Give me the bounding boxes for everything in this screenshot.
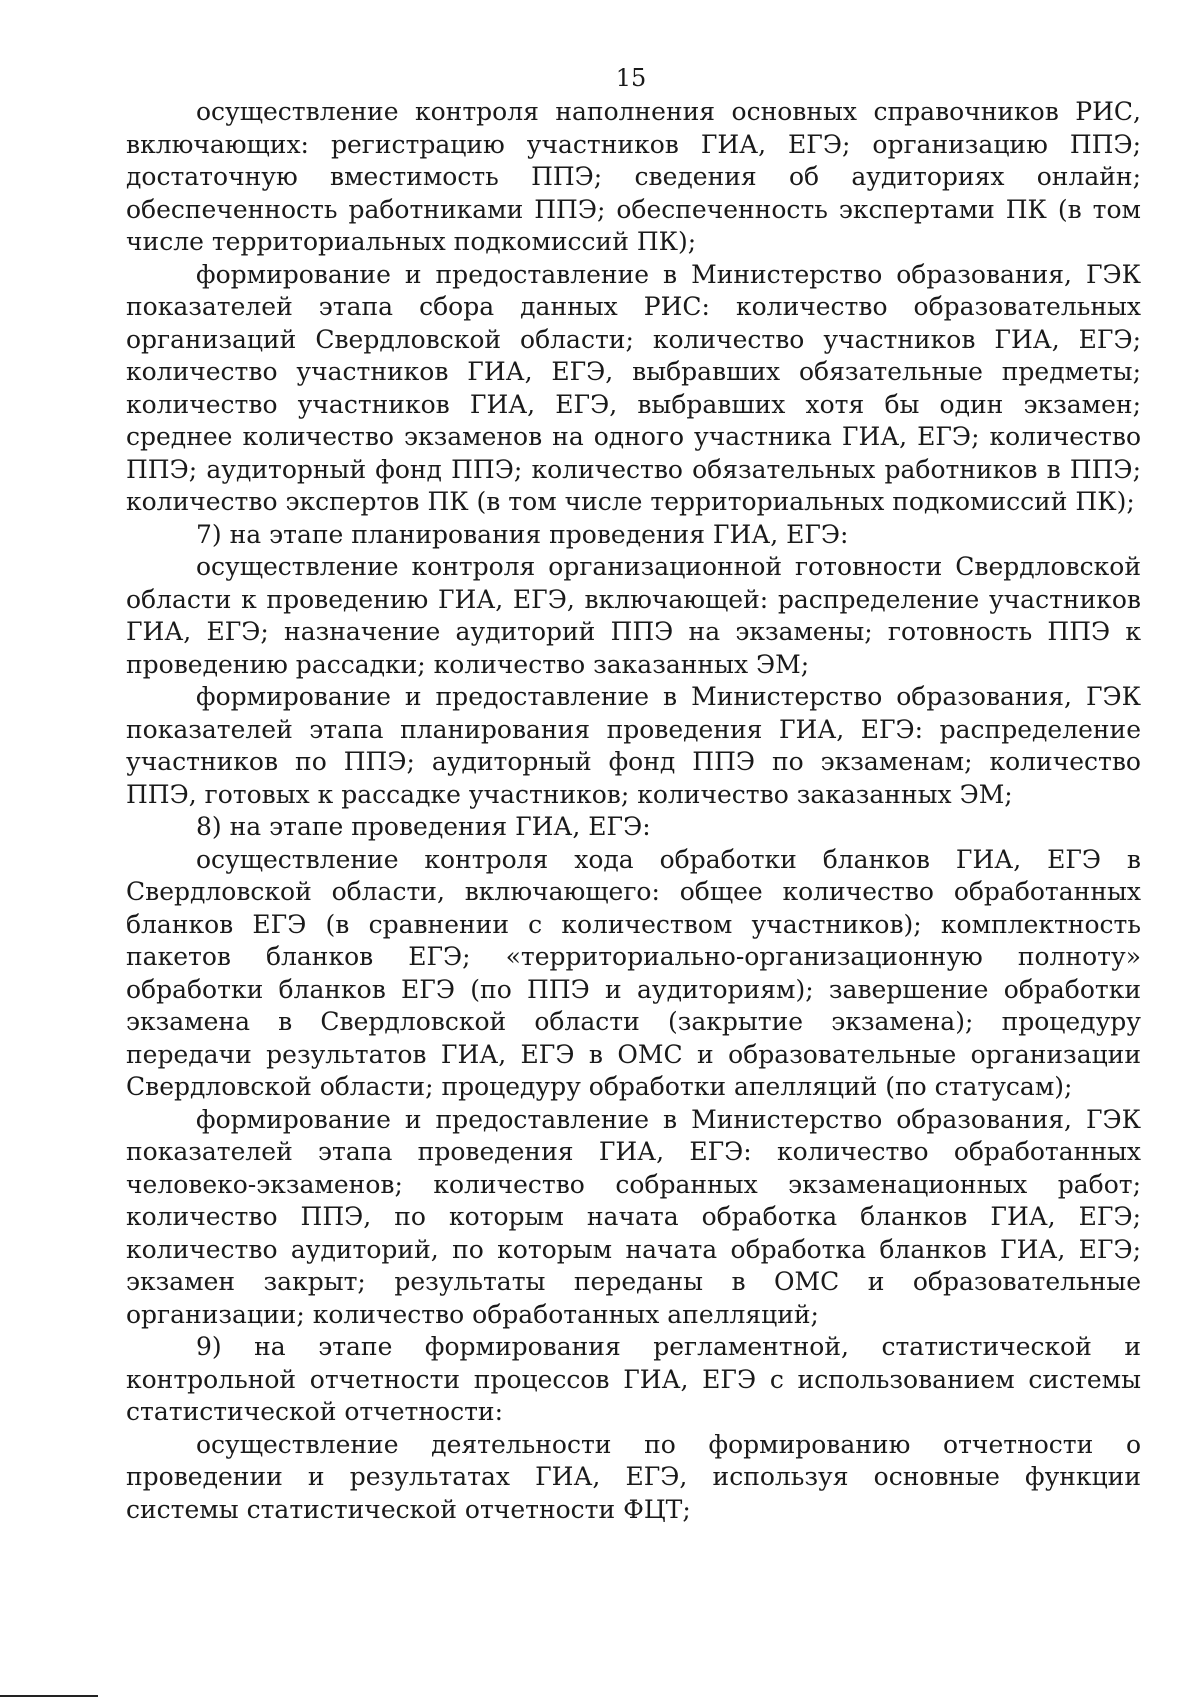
document-body <box>126 96 1141 1526</box>
paragraph-item-7-heading: 7) на этапе планирования проведения ГИА, ЕГЭ: <box>196 519 849 549</box>
paragraph-ris-indicators: формирование и предоставление в Министерство образования, ГЭК показателей этапа сбора данных РИС: количество образовательных организаций Свердловской области; количество участников ГИА, ЕГЭ; количество участников ГИА, ЕГЭ, выбравших обязательные предметы; количество участников ГИА, ЕГЭ, выбравших хотя бы один экзамен; среднее количество экзаменов на одного участника ГИА, ЕГЭ; количество ППЭ; аудиторный фонд ППЭ; количество обязательных работников в ППЭ; количество экспертов ПК (в том числе территориальных подкомиссий ПК); <box>126 259 1141 516</box>
page-number: 15 <box>615 64 647 92</box>
paragraph-processing-control: осуществление контроля хода обработки бланков ГИА, ЕГЭ в Свердловской области, включающего: общее количество обработанных бланков ЕГЭ (в сравнении с количеством участников); комплектность пакетов бланков ЕГЭ; «территориально-организационную полноту» обработки бланков ЕГЭ (по ППЭ и аудиториям); завершение обработки экзамена в Свердловской области (закрытие экзамена); процедуру передачи результатов ГИА, ЕГЭ в ОМС и образовательные организации Свердловской области; процедуру обработки апелляций (по статусам); <box>126 844 1141 1101</box>
paragraph-planning-indicators: формирование и предоставление в Министерство образования, ГЭК показателей этапа планирования проведения ГИА, ЕГЭ: распределение участников по ППЭ; аудиторный фонд ППЭ по экзаменам; количество ППЭ, готовых к рассадке участников; количество заказанных ЭМ; <box>126 682 1141 809</box>
paragraph-item-9-heading: 9) на этапе формирования регламентной, статистической и контрольной отчетности процессов ГИА, ЕГЭ с использованием системы статистической отчетности: <box>126 1332 1141 1426</box>
scan-edge-mark <box>0 1695 98 1697</box>
paragraph-reporting: осуществление деятельности по формированию отчетности о проведении и результатах ГИА, ЕГЭ, используя основные функции системы статистической отчетности ФЦТ; <box>126 1429 1141 1524</box>
paragraph-item-8-heading: 8) на этапе проведения ГИА, ЕГЭ: <box>196 812 651 841</box>
paragraph-planning-control: осуществление контроля организационной готовности Свердловской области к проведению ГИА, ЕГЭ, включающей: распределение участников ГИА, ЕГЭ; назначение аудиторий ППЭ на экзамены; готовность ППЭ к проведению рассадки; количество заказанных ЭМ; <box>126 552 1141 679</box>
paragraph-processing-indicators: формирование и предоставление в Министерство образования, ГЭК показателей этапа проведения ГИА, ЕГЭ: количество обработанных человеко-экзаменов; количество собранных экзаменационных работ; количество ППЭ, по которым начата обработка бланков ГИА, ЕГЭ; количество аудиторий, по которым начата обработка бланков ГИА, ЕГЭ; экзамен закрыт; результаты переданы в ОМС и образовательные организации; количество обработанных апелляций; <box>126 1104 1141 1329</box>
paragraph-ris-control: осуществление контроля наполнения основных справочников РИС, включающих: регистрацию участников ГИА, ЕГЭ; организацию ППЭ; достаточную вместимость ППЭ; сведения об аудиториях онлайн; обеспеченность работниками ППЭ; обеспеченность экспертами ПК (в том числе территориальных подкомиссий ПК); <box>126 97 1141 256</box>
